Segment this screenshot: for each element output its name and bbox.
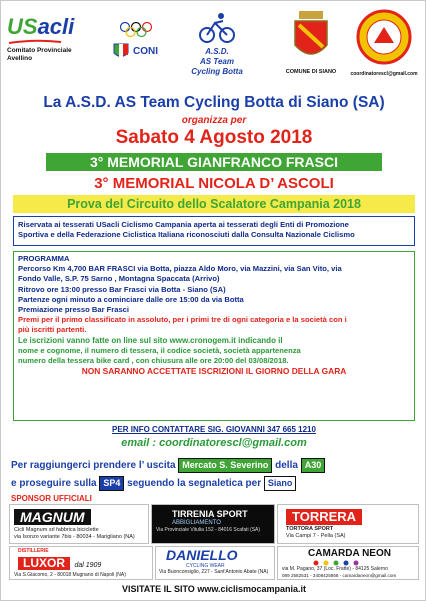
programma-line-4: Partenze ogni minuto a cominciare dalle ore 15:00 da via Botta — [18, 294, 244, 304]
magnum-line-2: via Isonzo variante 7bis - 80034 - Marigliano (NA) — [14, 533, 135, 540]
sponsor-heading: SPONSOR UFFICIALI — [11, 494, 92, 503]
luxor-est: dal 1909 — [74, 562, 102, 569]
daniello-line-1: Via Buonconsiglio, 227 - Sant'Antonio Abate (NA) — [159, 569, 269, 575]
luxor-top: DISTILLERIE — [18, 548, 49, 554]
iscrizioni-line-1: Le iscrizioni vanno fatte on line sul sito www.cronogem.it indicando il — [18, 335, 283, 345]
asd-logo — [181, 11, 253, 83]
premi-line-1: Premi per il primo classificato in assoluto, per i primi tre di ogni categoria e la società con i — [18, 315, 347, 325]
camarda-name: CAMARDA NEON — [308, 548, 391, 559]
magnum-name: MAGNUM — [14, 509, 91, 525]
sponsor-tirrenia — [151, 504, 275, 544]
directions-tag-siano: Siano — [264, 476, 297, 491]
directions-tag-a30: A30 — [301, 458, 326, 473]
organizza-text: organizza per — [181, 115, 247, 126]
programma-line-5: Premiazione presso Bar Frasci — [18, 305, 130, 315]
non-saranno-text: NON SARANNO ACCETTATE ISCRIZIONI IL GIORNO DELLA GARA — [81, 366, 347, 377]
cyclist-icon — [197, 11, 237, 45]
page-title: La A.S.D. AS Team Cycling Botta di Siano (SA) — [43, 94, 385, 111]
asd-line2: AS Team — [200, 57, 234, 66]
premi-line-2: più iscritti partenti. — [18, 325, 87, 335]
usacli-brand-acli: acli — [37, 14, 75, 39]
asd-line3: Cycling Botta — [191, 67, 243, 76]
programma-line-1: Percorso Km 4,700 BAR FRASCI via Botta, piazza Aldo Moro, via Mazzini, via San Vito, via — [18, 264, 342, 274]
directions-part3: e proseguire sulla — [11, 478, 97, 489]
prova-banner — [13, 195, 415, 213]
sponsor-daniello — [155, 546, 275, 580]
email-logo-label: coordinatorescl@gmail.com — [350, 71, 418, 77]
event-date: Sabato 4 Agosto 2018 — [115, 127, 313, 148]
memorial-banner-1 — [46, 153, 382, 171]
coordinatore-logo — [345, 7, 423, 83]
iscrizioni-line-2: nome e cognome, il numero di tessera, il codice società, società appartenenza — [18, 345, 301, 355]
directions-part1: Per raggiungerci prendere l’ uscita — [11, 460, 176, 471]
usacli-logo — [7, 15, 79, 85]
comune-logo — [281, 11, 341, 83]
prova-text: Prova del Circuito dello Scalatore Campania 2018 — [67, 197, 361, 211]
programma-section — [13, 251, 415, 421]
riservata-line-2: Sportiva e della Federazione Ciclistica Italiana riconosciuti dalla Consulta Nazionale Ciclismo — [18, 230, 355, 239]
directions-part2: della — [275, 460, 298, 471]
torre-line-1: Via Campi 7 - Pella (SA) — [286, 532, 346, 539]
coni-logo — [105, 21, 169, 71]
daniello-name: DANIELLO — [166, 547, 238, 563]
usacli-line2: Avellino — [7, 54, 33, 62]
riservata-box — [13, 216, 415, 246]
email-contact[interactable]: email : coordinatorescl@gmail.com — [121, 437, 307, 449]
sponsor-luxor — [9, 546, 153, 580]
programma-line-2: Fondo Valle, S.P. 75 Sarno , Montagna Spaccata (Arrivo) — [18, 274, 220, 284]
memorial-1-text: 3° MEMORIAL GIANFRANCO FRASCI — [89, 154, 338, 170]
footer-text[interactable]: VISITATE IL SITO www.ciclismocampania.it — [121, 584, 307, 594]
olympic-rings-icon — [119, 21, 153, 39]
asd-line1: A.S.D. — [205, 47, 229, 56]
usacli-line1: Comitato Provinciale — [7, 47, 72, 54]
camarda-line-1: via M. Pagano, 37 (Loc. Fratte) - 84125 Salerno — [282, 566, 388, 572]
tirrenia-name: TIRRENIA SPORT — [172, 509, 248, 519]
town-crest-icon — [293, 11, 329, 63]
directions-line-1 — [11, 458, 417, 473]
riservata-line-1: Riservata ai tesserati USacli Ciclismo Campania aperta ai tesserati degli Enti di Promozione — [18, 220, 349, 229]
memorial-2-text: 3° MEMORIAL NICOLA D’ ASCOLI — [94, 175, 334, 192]
iscrizioni-line-3: numero della tessera bike card , con chiusura alle ore 20:00 del 03/08/2018. — [18, 356, 289, 366]
italy-shield-icon — [113, 43, 129, 61]
directions-tag-exit: Mercato S. Severino — [178, 458, 272, 473]
sponsor-torre — [277, 504, 419, 544]
comune-label: COMUNE DI SIANO — [285, 69, 337, 75]
daniello-sub: CYCLING WEAR — [186, 563, 225, 569]
camarda-line-2: 089 2582531 - 3408425868 - camardaneon@gmail.com — [282, 572, 397, 578]
programma-line-3: Ritrovo ore 13:00 presso Bar Frasci via Botta - Siano (SA) — [18, 284, 226, 294]
info-text: PER INFO CONTATTARE SIG. GIOVANNI 347 665 1210 — [112, 425, 316, 434]
tirrenia-line-1: Via Provinciale Vitulia 152 - 84016 Scafati (SA) — [156, 527, 261, 533]
directions-line-2 — [11, 476, 417, 491]
usacli-swoosh-icon — [7, 39, 63, 45]
directions-part4: seguendo la segnaletica per — [127, 478, 262, 489]
directions-tag-sp4: SP4 — [99, 476, 124, 491]
round-badge-icon — [356, 9, 412, 65]
torre-sub: TORTORA SPORT — [286, 526, 334, 532]
programma-heading: PROGRAMMA — [18, 254, 70, 263]
luxor-line-1: Via S.Giacomo, 2 - 80018 Mugnano di Napoli (NA) — [14, 572, 126, 578]
coni-label: CONI — [133, 46, 158, 57]
luxor-name: LUXOR — [18, 557, 70, 570]
sponsor-magnum — [9, 504, 149, 544]
magnum-line-1: Cicli Magnum srl fabbrica biciclette — [14, 527, 99, 533]
usacli-brand-us: US — [7, 14, 38, 39]
tirrenia-sub: ABBIGLIAMENTO — [172, 520, 221, 526]
torre-name: TORRERA — [286, 509, 362, 525]
sponsor-camarda — [277, 546, 419, 580]
